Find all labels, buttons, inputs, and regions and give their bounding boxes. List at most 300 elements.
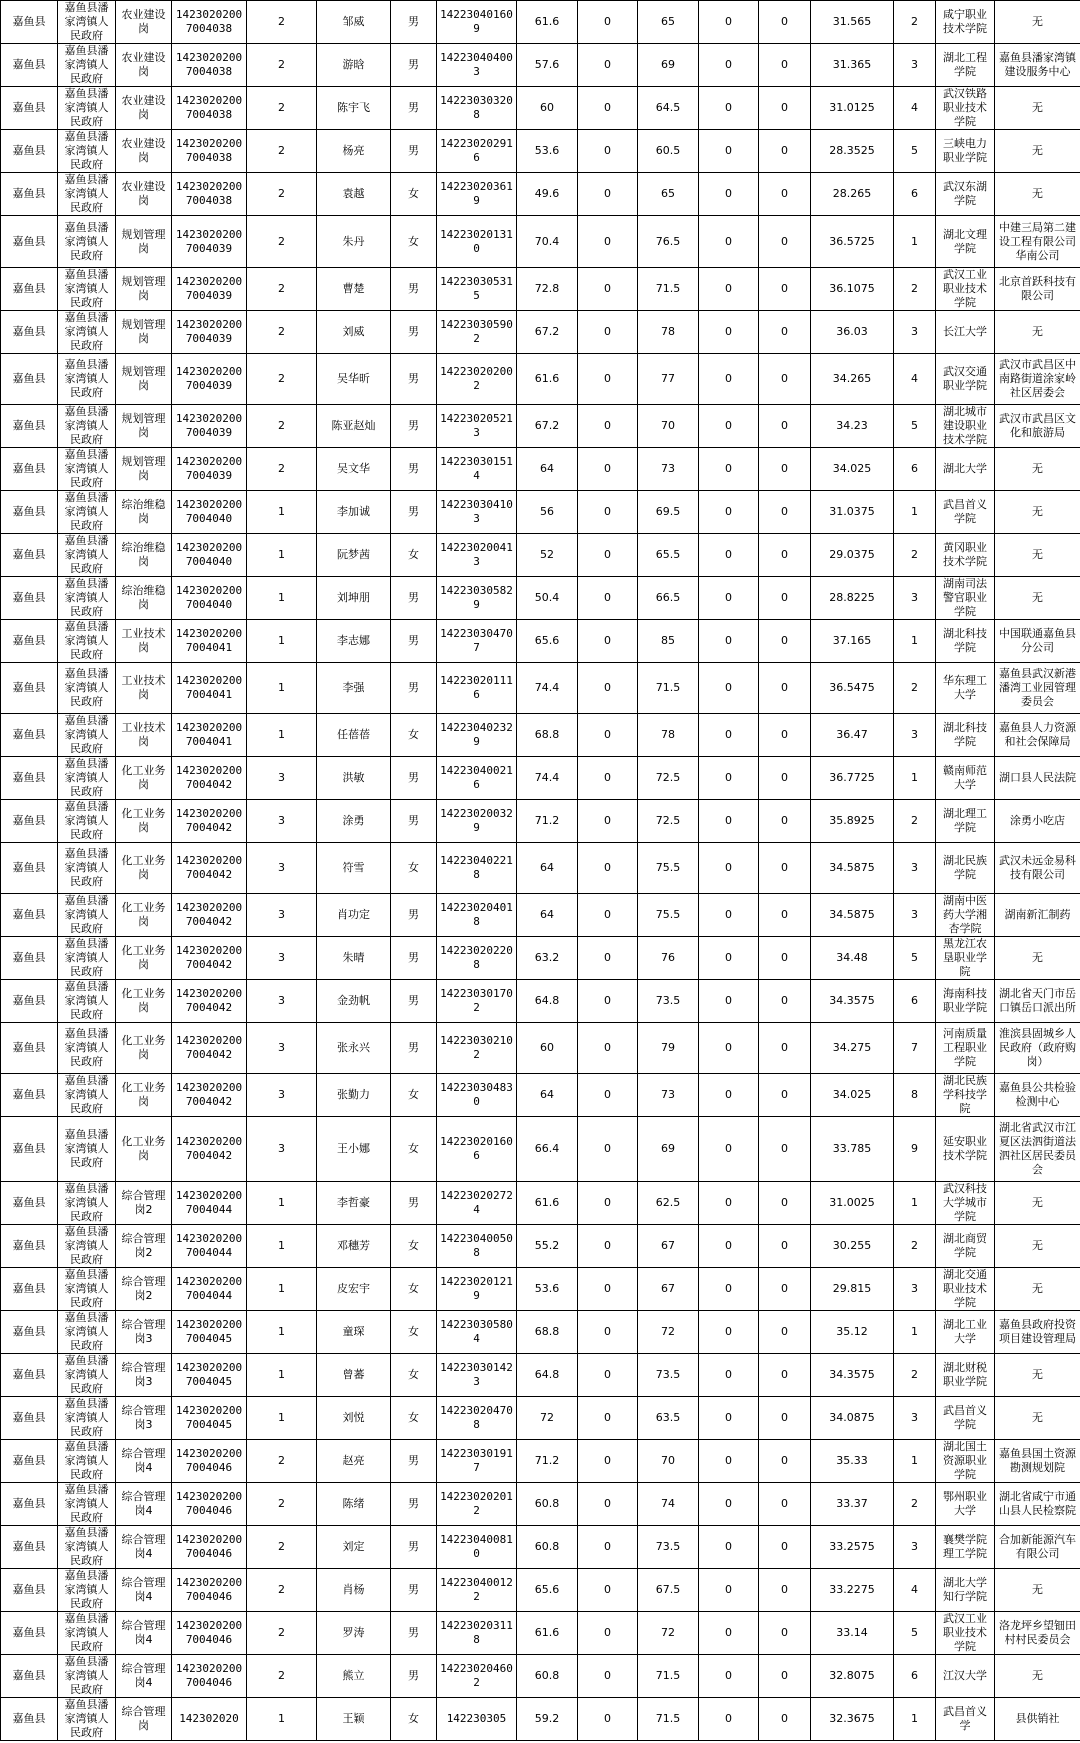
cell-post: 化工业务岗 <box>116 980 172 1023</box>
cell-gender: 男 <box>391 1483 437 1526</box>
cell-county: 嘉鱼县 <box>1 1483 58 1526</box>
cell-plan: 3 <box>247 894 317 937</box>
cell-rank: 1 <box>894 1182 936 1225</box>
cell-code: 14230202007004042 <box>172 1117 247 1182</box>
cell-interview: 73.5 <box>638 1354 699 1397</box>
cell-county: 嘉鱼县 <box>1 1023 58 1074</box>
cell-written: 60.8 <box>517 1655 578 1698</box>
cell-plan: 1 <box>247 491 317 534</box>
table-row <box>1 1354 1080 1397</box>
cell-bonus1: 0 <box>578 894 638 937</box>
cell-county: 嘉鱼县 <box>1 448 58 491</box>
cell-post: 化工业务岗 <box>116 1074 172 1117</box>
table-row <box>1 44 1080 87</box>
cell-plan: 2 <box>247 268 317 311</box>
cell-bonus3: 0 <box>759 268 811 311</box>
cell-interview: 71.5 <box>638 1655 699 1698</box>
cell-plan: 2 <box>247 173 317 216</box>
cell-bonus1: 0 <box>578 577 638 620</box>
table-row <box>1 843 1080 894</box>
cell-interview: 73.5 <box>638 1526 699 1569</box>
cell-code: 14230202007004042 <box>172 937 247 980</box>
cell-name: 曾蕃 <box>317 1354 391 1397</box>
cell-code: 14230202007004039 <box>172 448 247 491</box>
cell-code: 14230202007004040 <box>172 534 247 577</box>
cell-bonus3: 0 <box>759 937 811 980</box>
cell-county: 嘉鱼县 <box>1 714 58 757</box>
cell-ticket: 142230204602 <box>437 1655 517 1698</box>
cell-unit: 嘉鱼县潘家湾镇人民政府 <box>58 268 116 311</box>
cell-ticket: 142230401609 <box>437 1 517 44</box>
cell-bonus2: 0 <box>699 405 759 448</box>
cell-gender: 女 <box>391 173 437 216</box>
cell-rank: 6 <box>894 980 936 1023</box>
cell-gender: 男 <box>391 980 437 1023</box>
cell-employer: 无 <box>995 1182 1080 1225</box>
table-row <box>1 1440 1080 1483</box>
cell-ticket: 142230204018 <box>437 894 517 937</box>
cell-school: 湖北科技学院 <box>936 714 995 757</box>
cell-bonus3: 0 <box>759 1117 811 1182</box>
cell-bonus3: 0 <box>759 980 811 1023</box>
cell-post: 综治维稳岗 <box>116 534 172 577</box>
cell-code: 14230202007004039 <box>172 354 247 405</box>
cell-total: 36.7725 <box>811 757 894 800</box>
cell-rank: 1 <box>894 1698 936 1741</box>
cell-county: 嘉鱼县 <box>1 44 58 87</box>
cell-ticket: 142230204708 <box>437 1397 517 1440</box>
cell-interview: 72.5 <box>638 757 699 800</box>
cell-plan: 2 <box>247 448 317 491</box>
cell-code: 14230202007004046 <box>172 1483 247 1526</box>
cell-county: 嘉鱼县 <box>1 491 58 534</box>
cell-unit: 嘉鱼县潘家湾镇人民政府 <box>58 534 116 577</box>
cell-rank: 5 <box>894 130 936 173</box>
cell-bonus2: 0 <box>699 1526 759 1569</box>
cell-school: 武昌首义学 <box>936 1698 995 1741</box>
cell-post: 综合管理岗2 <box>116 1225 172 1268</box>
cell-gender: 男 <box>391 937 437 980</box>
cell-post: 农业建设岗 <box>116 173 172 216</box>
cell-written: 63.2 <box>517 937 578 980</box>
cell-ticket: 142230200329 <box>437 800 517 843</box>
cell-total: 29.0375 <box>811 534 894 577</box>
cell-county: 嘉鱼县 <box>1 1440 58 1483</box>
cell-name: 王小娜 <box>317 1117 391 1182</box>
cell-bonus1: 0 <box>578 1440 638 1483</box>
cell-plan: 2 <box>247 354 317 405</box>
cell-written: 52 <box>517 534 578 577</box>
cell-written: 68.8 <box>517 1311 578 1354</box>
cell-plan: 1 <box>247 1698 317 1741</box>
cell-bonus2: 0 <box>699 1225 759 1268</box>
cell-ticket: 142230400508 <box>437 1225 517 1268</box>
cell-county: 嘉鱼县 <box>1 1311 58 1354</box>
cell-bonus1: 0 <box>578 491 638 534</box>
cell-bonus1: 0 <box>578 1023 638 1074</box>
cell-county: 嘉鱼县 <box>1 1354 58 1397</box>
cell-written: 65.6 <box>517 620 578 663</box>
cell-employer: 淮滨县固城乡人民政府（政府购岗） <box>995 1023 1080 1074</box>
cell-gender: 女 <box>391 714 437 757</box>
cell-county: 嘉鱼县 <box>1 757 58 800</box>
cell-plan: 1 <box>247 577 317 620</box>
cell-bonus2: 0 <box>699 894 759 937</box>
cell-post: 综合管理岗4 <box>116 1655 172 1698</box>
table-row <box>1 620 1080 663</box>
cell-school: 武昌首义学院 <box>936 1397 995 1440</box>
cell-code: 14230202007004042 <box>172 1074 247 1117</box>
cell-county: 嘉鱼县 <box>1 534 58 577</box>
cell-interview: 67.5 <box>638 1569 699 1612</box>
cell-school: 湖北财税职业学院 <box>936 1354 995 1397</box>
cell-unit: 嘉鱼县潘家湾镇人民政府 <box>58 1225 116 1268</box>
cell-bonus3: 0 <box>759 663 811 714</box>
cell-bonus3: 0 <box>759 800 811 843</box>
cell-total: 35.33 <box>811 1440 894 1483</box>
cell-unit: 嘉鱼县潘家湾镇人民政府 <box>58 1268 116 1311</box>
cell-written: 50.4 <box>517 577 578 620</box>
cell-school: 湖北大学 <box>936 448 995 491</box>
cell-rank: 2 <box>894 534 936 577</box>
cell-unit: 嘉鱼县潘家湾镇人民政府 <box>58 1 116 44</box>
cell-written: 53.6 <box>517 130 578 173</box>
cell-name: 王颖 <box>317 1698 391 1741</box>
cell-gender: 男 <box>391 130 437 173</box>
cell-gender: 男 <box>391 1526 437 1569</box>
cell-bonus2: 0 <box>699 1117 759 1182</box>
cell-rank: 3 <box>894 1397 936 1440</box>
table-row <box>1 216 1080 268</box>
cell-ticket: 142230305804 <box>437 1311 517 1354</box>
cell-interview: 76.5 <box>638 216 699 268</box>
cell-school: 武汉工业职业技术学院 <box>936 268 995 311</box>
cell-code: 14230202007004040 <box>172 577 247 620</box>
cell-total: 35.12 <box>811 1311 894 1354</box>
cell-written: 55.2 <box>517 1225 578 1268</box>
cell-school: 湖北商贸学院 <box>936 1225 995 1268</box>
cell-bonus2: 0 <box>699 663 759 714</box>
cell-gender: 女 <box>391 1397 437 1440</box>
cell-plan: 3 <box>247 1074 317 1117</box>
cell-school: 湖北城市建设职业技术学院 <box>936 405 995 448</box>
cell-rank: 1 <box>894 491 936 534</box>
cell-total: 34.3575 <box>811 1354 894 1397</box>
cell-name: 熊立 <box>317 1655 391 1698</box>
cell-rank: 4 <box>894 1569 936 1612</box>
cell-code: 14230202007004042 <box>172 800 247 843</box>
cell-interview: 74 <box>638 1483 699 1526</box>
cell-ticket: 142230200413 <box>437 534 517 577</box>
table-row <box>1 1655 1080 1698</box>
cell-rank: 8 <box>894 1074 936 1117</box>
cell-name: 李强 <box>317 663 391 714</box>
cell-employer: 无 <box>995 448 1080 491</box>
cell-written: 64 <box>517 1074 578 1117</box>
cell-interview: 63.5 <box>638 1397 699 1440</box>
cell-total: 34.3575 <box>811 980 894 1023</box>
cell-unit: 嘉鱼县潘家湾镇人民政府 <box>58 1526 116 1569</box>
cell-bonus3: 0 <box>759 757 811 800</box>
cell-rank: 3 <box>894 311 936 354</box>
cell-rank: 3 <box>894 577 936 620</box>
cell-total: 37.165 <box>811 620 894 663</box>
table-row <box>1 577 1080 620</box>
cell-employer: 县供销社 <box>995 1698 1080 1741</box>
cell-interview: 71.5 <box>638 1698 699 1741</box>
cell-bonus3: 0 <box>759 620 811 663</box>
cell-name: 张永兴 <box>317 1023 391 1074</box>
cell-unit: 嘉鱼县潘家湾镇人民政府 <box>58 1612 116 1655</box>
cell-code: 14230202007004042 <box>172 843 247 894</box>
cell-county: 嘉鱼县 <box>1 268 58 311</box>
cell-unit: 嘉鱼县潘家湾镇人民政府 <box>58 130 116 173</box>
cell-bonus1: 0 <box>578 1311 638 1354</box>
cell-plan: 1 <box>247 534 317 577</box>
cell-total: 34.025 <box>811 1074 894 1117</box>
cell-rank: 2 <box>894 1483 936 1526</box>
cell-total: 31.365 <box>811 44 894 87</box>
cell-interview: 71.5 <box>638 268 699 311</box>
cell-gender: 男 <box>391 311 437 354</box>
cell-code: 14230202007004042 <box>172 1023 247 1074</box>
cell-employer: 嘉鱼县公共检验检测中心 <box>995 1074 1080 1117</box>
cell-written: 53.6 <box>517 1268 578 1311</box>
cell-interview: 70 <box>638 1440 699 1483</box>
cell-interview: 75.5 <box>638 843 699 894</box>
cell-gender: 男 <box>391 354 437 405</box>
cell-employer: 嘉鱼县潘家湾镇建设服务中心 <box>995 44 1080 87</box>
table-row <box>1 1397 1080 1440</box>
table-row <box>1 87 1080 130</box>
cell-employer: 无 <box>995 491 1080 534</box>
cell-bonus3: 0 <box>759 1569 811 1612</box>
cell-written: 56 <box>517 491 578 534</box>
cell-name: 陈宇飞 <box>317 87 391 130</box>
cell-total: 36.47 <box>811 714 894 757</box>
cell-post: 规划管理岗 <box>116 354 172 405</box>
cell-code: 14230202007004041 <box>172 714 247 757</box>
cell-code: 14230202007004046 <box>172 1526 247 1569</box>
table-row <box>1 937 1080 980</box>
cell-ticket: 142230400122 <box>437 1569 517 1612</box>
cell-post: 综治维稳岗 <box>116 491 172 534</box>
cell-bonus3: 0 <box>759 44 811 87</box>
cell-county: 嘉鱼县 <box>1 1612 58 1655</box>
cell-written: 67.2 <box>517 405 578 448</box>
cell-employer: 洛龙坪乡望钿田村村民委员会 <box>995 1612 1080 1655</box>
cell-post: 化工业务岗 <box>116 894 172 937</box>
cell-gender: 男 <box>391 1612 437 1655</box>
cell-total: 34.5875 <box>811 843 894 894</box>
table-row <box>1 1117 1080 1182</box>
cell-interview: 72 <box>638 1311 699 1354</box>
cell-employer: 嘉鱼县国土资源勘测规划院 <box>995 1440 1080 1483</box>
cell-bonus1: 0 <box>578 800 638 843</box>
cell-plan: 1 <box>247 714 317 757</box>
cell-bonus3: 0 <box>759 1182 811 1225</box>
table-row <box>1 1 1080 44</box>
table-row <box>1 491 1080 534</box>
table-row <box>1 1698 1080 1741</box>
cell-interview: 78 <box>638 714 699 757</box>
cell-name: 吴华昕 <box>317 354 391 405</box>
cell-school: 海南科技职业学院 <box>936 980 995 1023</box>
cell-name: 任蓓蓓 <box>317 714 391 757</box>
cell-employer: 无 <box>995 173 1080 216</box>
cell-plan: 2 <box>247 1569 317 1612</box>
cell-ticket: 142230203118 <box>437 1612 517 1655</box>
cell-unit: 嘉鱼县潘家湾镇人民政府 <box>58 1311 116 1354</box>
cell-bonus3: 0 <box>759 173 811 216</box>
cell-bonus1: 0 <box>578 87 638 130</box>
cell-name: 肖功定 <box>317 894 391 937</box>
cell-unit: 嘉鱼县潘家湾镇人民政府 <box>58 448 116 491</box>
cell-school: 江汉大学 <box>936 1655 995 1698</box>
cell-county: 嘉鱼县 <box>1 800 58 843</box>
cell-bonus2: 0 <box>699 1 759 44</box>
cell-interview: 64.5 <box>638 87 699 130</box>
cell-rank: 3 <box>894 1526 936 1569</box>
cell-employer: 无 <box>995 311 1080 354</box>
cell-name: 涂勇 <box>317 800 391 843</box>
cell-plan: 1 <box>247 663 317 714</box>
cell-gender: 男 <box>391 491 437 534</box>
cell-written: 66.4 <box>517 1117 578 1182</box>
cell-code: 14230202007004045 <box>172 1397 247 1440</box>
cell-post: 化工业务岗 <box>116 800 172 843</box>
cell-name: 童琛 <box>317 1311 391 1354</box>
table-row <box>1 405 1080 448</box>
cell-total: 34.48 <box>811 937 894 980</box>
cell-county: 嘉鱼县 <box>1 216 58 268</box>
cell-bonus1: 0 <box>578 1612 638 1655</box>
cell-bonus2: 0 <box>699 1268 759 1311</box>
cell-code: 142302020 <box>172 1698 247 1741</box>
cell-rank: 5 <box>894 1612 936 1655</box>
cell-post: 规划管理岗 <box>116 311 172 354</box>
cell-school: 华东理工大学 <box>936 663 995 714</box>
cell-unit: 嘉鱼县潘家湾镇人民政府 <box>58 44 116 87</box>
cell-school: 鄂州职业大学 <box>936 1483 995 1526</box>
cell-school: 武汉东湖学院 <box>936 173 995 216</box>
cell-school: 武汉铁路职业技术学院 <box>936 87 995 130</box>
cell-total: 30.255 <box>811 1225 894 1268</box>
cell-total: 34.0875 <box>811 1397 894 1440</box>
cell-total: 31.0375 <box>811 491 894 534</box>
cell-employer: 嘉鱼县政府投资项目建设管理局 <box>995 1311 1080 1354</box>
cell-county: 嘉鱼县 <box>1 354 58 405</box>
table-row <box>1 980 1080 1023</box>
cell-post: 综合管理岗4 <box>116 1526 172 1569</box>
cell-name: 符雪 <box>317 843 391 894</box>
cell-gender: 男 <box>391 87 437 130</box>
cell-county: 嘉鱼县 <box>1 1117 58 1182</box>
cell-unit: 嘉鱼县潘家湾镇人民政府 <box>58 843 116 894</box>
cell-bonus3: 0 <box>759 448 811 491</box>
cell-unit: 嘉鱼县潘家湾镇人民政府 <box>58 1569 116 1612</box>
cell-ticket: 142230202002 <box>437 354 517 405</box>
cell-interview: 79 <box>638 1023 699 1074</box>
cell-school: 赣南师范大学 <box>936 757 995 800</box>
cell-employer: 无 <box>995 1354 1080 1397</box>
cell-bonus3: 0 <box>759 1225 811 1268</box>
table-row <box>1 448 1080 491</box>
cell-bonus1: 0 <box>578 534 638 577</box>
cell-post: 规划管理岗 <box>116 268 172 311</box>
cell-ticket: 142230304830 <box>437 1074 517 1117</box>
cell-ticket: 142230301514 <box>437 448 517 491</box>
cell-bonus3: 0 <box>759 1397 811 1440</box>
cell-plan: 3 <box>247 1023 317 1074</box>
cell-bonus2: 0 <box>699 1655 759 1698</box>
cell-rank: 3 <box>894 714 936 757</box>
cell-bonus2: 0 <box>699 354 759 405</box>
cell-school: 湖北大学知行学院 <box>936 1569 995 1612</box>
cell-plan: 2 <box>247 1440 317 1483</box>
cell-rank: 1 <box>894 620 936 663</box>
cell-name: 袁越 <box>317 173 391 216</box>
cell-interview: 75.5 <box>638 894 699 937</box>
cell-code: 14230202007004046 <box>172 1440 247 1483</box>
cell-ticket: 142230301423 <box>437 1354 517 1397</box>
cell-unit: 嘉鱼县潘家湾镇人民政府 <box>58 1698 116 1741</box>
cell-unit: 嘉鱼县潘家湾镇人民政府 <box>58 1397 116 1440</box>
cell-rank: 2 <box>894 663 936 714</box>
cell-interview: 66.5 <box>638 577 699 620</box>
cell-written: 72.8 <box>517 268 578 311</box>
cell-school: 三峡电力职业学院 <box>936 130 995 173</box>
cell-name: 游晗 <box>317 44 391 87</box>
cell-code: 14230202007004039 <box>172 311 247 354</box>
cell-bonus2: 0 <box>699 757 759 800</box>
cell-bonus2: 0 <box>699 1354 759 1397</box>
cell-employer: 湖南新汇制药 <box>995 894 1080 937</box>
cell-bonus2: 0 <box>699 216 759 268</box>
cell-code: 14230202007004038 <box>172 87 247 130</box>
cell-employer: 湖口县人民法院 <box>995 757 1080 800</box>
cell-code: 14230202007004042 <box>172 980 247 1023</box>
table-row <box>1 1268 1080 1311</box>
cell-bonus2: 0 <box>699 130 759 173</box>
cell-code: 14230202007004038 <box>172 130 247 173</box>
cell-post: 农业建设岗 <box>116 44 172 87</box>
cell-total: 28.3525 <box>811 130 894 173</box>
cell-gender: 男 <box>391 800 437 843</box>
cell-county: 嘉鱼县 <box>1 937 58 980</box>
cell-county: 嘉鱼县 <box>1 894 58 937</box>
cell-bonus2: 0 <box>699 44 759 87</box>
cell-interview: 73 <box>638 1074 699 1117</box>
cell-post: 化工业务岗 <box>116 937 172 980</box>
cell-bonus2: 0 <box>699 491 759 534</box>
cell-interview: 65.5 <box>638 534 699 577</box>
cell-school: 湖北工业大学 <box>936 1311 995 1354</box>
cell-bonus1: 0 <box>578 1074 638 1117</box>
cell-name: 赵亮 <box>317 1440 391 1483</box>
cell-bonus2: 0 <box>699 534 759 577</box>
cell-school: 湖北文理学院 <box>936 216 995 268</box>
cell-county: 嘉鱼县 <box>1 311 58 354</box>
cell-ticket: 142230301917 <box>437 1440 517 1483</box>
cell-post: 综合管理岗4 <box>116 1483 172 1526</box>
table-row <box>1 354 1080 405</box>
cell-total: 33.2575 <box>811 1526 894 1569</box>
cell-code: 14230202007004038 <box>172 44 247 87</box>
cell-interview: 69 <box>638 44 699 87</box>
cell-written: 64.8 <box>517 1354 578 1397</box>
cell-employer: 无 <box>995 1655 1080 1698</box>
